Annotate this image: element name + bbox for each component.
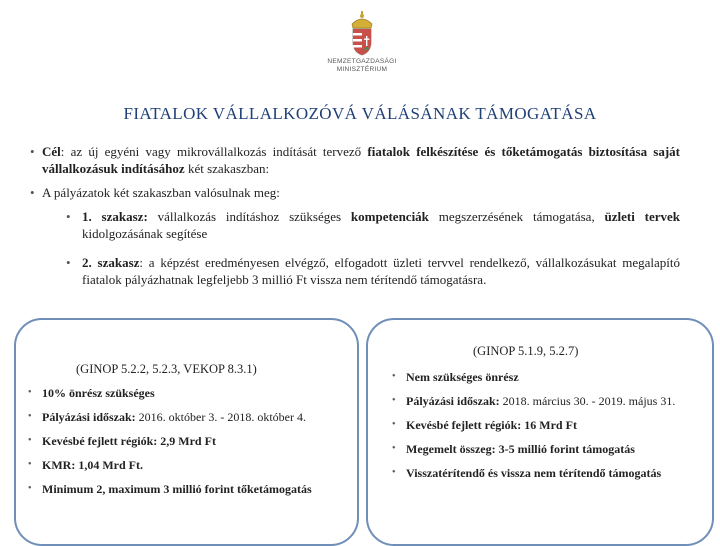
right-program-box [366, 318, 714, 546]
right-item-increased-amount [392, 442, 686, 456]
left-program-box [14, 318, 359, 546]
right-item-refundable [392, 466, 686, 480]
right-own-contribution-text: Nem szükséges önrész [406, 370, 519, 384]
phases-intro-bullet: • A pályázatok két szakaszban valósulnak meg: [30, 184, 680, 201]
left-period-label: Pályázási időszak: [42, 410, 136, 424]
goal-bullet [30, 143, 680, 177]
goal-bold-text: fiatalok felkészítése és tőketámogatás biztosítása saját vállalkozásuk indításához [42, 144, 680, 176]
phase-2-text: : a képzést eredményesen elvégző, elfogadott üzleti tervvel rendelkező, vállalkozásukat megalapító fiatalok pályázhatnak legfeljebb 3 millió Ft vissza nem térítendő támogatásra. [82, 255, 680, 287]
logo-line-1: NEMZETGAZDASÁGI [327, 58, 397, 65]
right-period-label: Pályázási időszak: [406, 394, 500, 408]
left-box-list [28, 386, 344, 506]
left-box-title: (GINOP 5.2.2, 5.2.3, VEKOP 8.3.1) [76, 362, 257, 376]
right-increased-amount-text: Megemelt összeg: 3-5 millió forint támogatás [406, 442, 635, 456]
left-min-max-text: Minimum 2, maximum 3 millió forint tőketámogatás [42, 482, 312, 496]
goal-text-1: : az új egyéni vagy mikrovállalkozás indítását tervező [60, 144, 368, 159]
left-period-value: 2016. október 3. - 2018. október 4. [135, 410, 306, 424]
left-item-own-contribution [28, 386, 344, 400]
left-item-regions [28, 434, 344, 448]
left-regions-text: Kevésbé fejlett régiók: 2,9 Mrd Ft [42, 434, 216, 448]
left-item-min-max [28, 482, 344, 496]
right-item-application-period [392, 394, 686, 408]
left-own-contribution-text: 10% önrész szükséges [42, 386, 155, 400]
right-regions-text: Kevésbé fejlett régiók: 16 Mrd Ft [406, 418, 577, 432]
phase-1-label: 1. szakasz: [82, 209, 148, 224]
page-title: FIATALOK VÁLLALKOZÓVÁ VÁLÁSÁNAK TÁMOGATÁSA [123, 104, 597, 123]
phase-1-text-2: megszerzésének támogatása, [428, 209, 605, 224]
right-box-list [392, 370, 686, 490]
phase-2-label: 2. szakasz [82, 255, 140, 270]
ministry-logo [322, 10, 402, 82]
goal-label: Cél [42, 144, 61, 159]
right-box-title: (GINOP 5.1.9, 5.2.7) [473, 344, 579, 358]
right-period-value: 2018. március 30. - 2019. május 31. [499, 394, 676, 408]
left-item-kmr [28, 458, 344, 472]
phase-1-text-1: vállalkozás indításhoz szükséges [147, 209, 351, 224]
left-item-application-period [28, 410, 344, 424]
hungarian-coat-of-arms-icon [347, 10, 377, 56]
goal-text-2: két szakaszban: [184, 161, 270, 176]
logo-line-2: MINISZTÉRIUM [336, 66, 388, 73]
phase-2-bullet [66, 254, 680, 288]
right-item-own-contribution [392, 370, 686, 384]
right-item-regions [392, 418, 686, 432]
left-kmr-text: KMR: 1,04 Mrd Ft. [42, 458, 143, 472]
phase-1-bullet [66, 208, 680, 242]
phase-1-bold-1: kompetenciák [350, 209, 429, 224]
phase-1-bold-2: üzleti tervek [604, 209, 680, 224]
phase-1-text-3: kidolgozásának segítése [82, 226, 208, 241]
right-refundable-text: Visszatérítendő és vissza nem térítendő támogatás [406, 466, 662, 480]
main-bullet-list [30, 143, 680, 300]
